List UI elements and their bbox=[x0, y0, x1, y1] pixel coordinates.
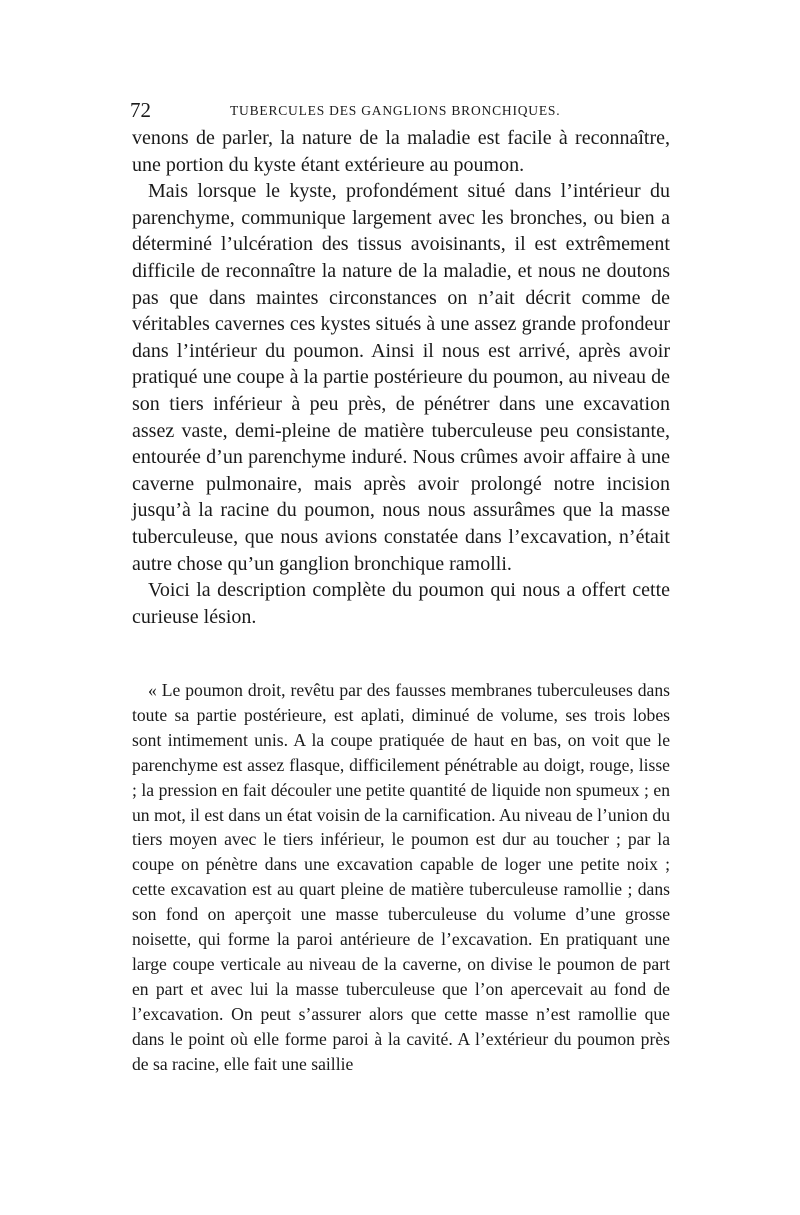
main-text bbox=[132, 125, 670, 630]
page-number: 72 bbox=[130, 98, 151, 122]
running-title: TUBERCULES DES GANGLIONS BRONCHIQUES. bbox=[230, 103, 561, 118]
paragraph-kyste: Mais lorsque le kyste, profondément situé dans l’intérieur du parenchyme, communique largement avec les bronches, ou bien a déterminé l’ulcération des tissus avoisinants, il est extrêmement difficile de reconnaître la nature de la maladie, et nous ne doutons pas que dans maintes circonstances on n’ait décrit comme de véritables cavernes ces kystes situés à une assez grande profondeur dans l’intérieur du poumon. Ainsi il nous est arrivé, après avoir pratiqué une coupe à la partie postérieure du poumon, au niveau de son tiers inférieur à peu près, de pénétrer dans une excavation assez vaste, demi-pleine de matière tuberculeuse peu consistante, entourée d’un parenchyme induré. Nous crûmes avoir affaire à une caverne pulmonaire, mais après avoir prolongé notre incision jusqu’à la racine du poumon, nous nous assurâmes que la masse tuberculeuse, que nous avions constatée dans l’excavation, n’était autre chose qu’un ganglion bronchique ramolli. bbox=[132, 180, 670, 575]
quoted-observation bbox=[132, 678, 670, 1077]
paragraph-continuation: venons de parler, la nature de la maladie est facile à reconnaître, une portion du kyste étant extérieure au poumon. bbox=[132, 127, 670, 176]
paragraph-description-intro: Voici la description complète du poumon qui nous a offert cette curieuse lésion. bbox=[132, 579, 670, 628]
quote-paragraph: « Le poumon droit, revêtu par des fausses membranes tuberculeuses dans toute sa partie postérieure, est aplati, diminué de volume, ses trois lobes sont intimement unis. A la coupe pratiquée de haut en bas, on voit que le parenchyme est assez flasque, difficilement pénétrable au doigt, rouge, lisse ; la pression en fait découler une petite quantité de liquide non spumeux ; en un mot, il est dans un état voisin de la carnification. Au niveau de l’union du tiers moyen avec le tiers inférieur, le poumon est dur au toucher ; par la coupe on pénètre dans une excavation capable de loger une petite noix ; cette excavation est au quart pleine de matière tuberculeuse ramollie ; dans son fond on aperçoit une masse tuberculeuse du volume d’une grosse noisette, qui forme la paroi antérieure de l’excavation. En pratiquant une large coupe verticale au niveau de la caverne, on divise le poumon de part en part et avec lui la masse tuberculeuse que l’on apercevait au fond de l’excavation. On peut s’assurer alors que cette masse n’est ramollie que dans le point où elle forme paroi à la cavité. A l’extérieur du poumon près de sa racine, elle fait une saillie bbox=[132, 680, 670, 1074]
page-header bbox=[130, 98, 670, 122]
